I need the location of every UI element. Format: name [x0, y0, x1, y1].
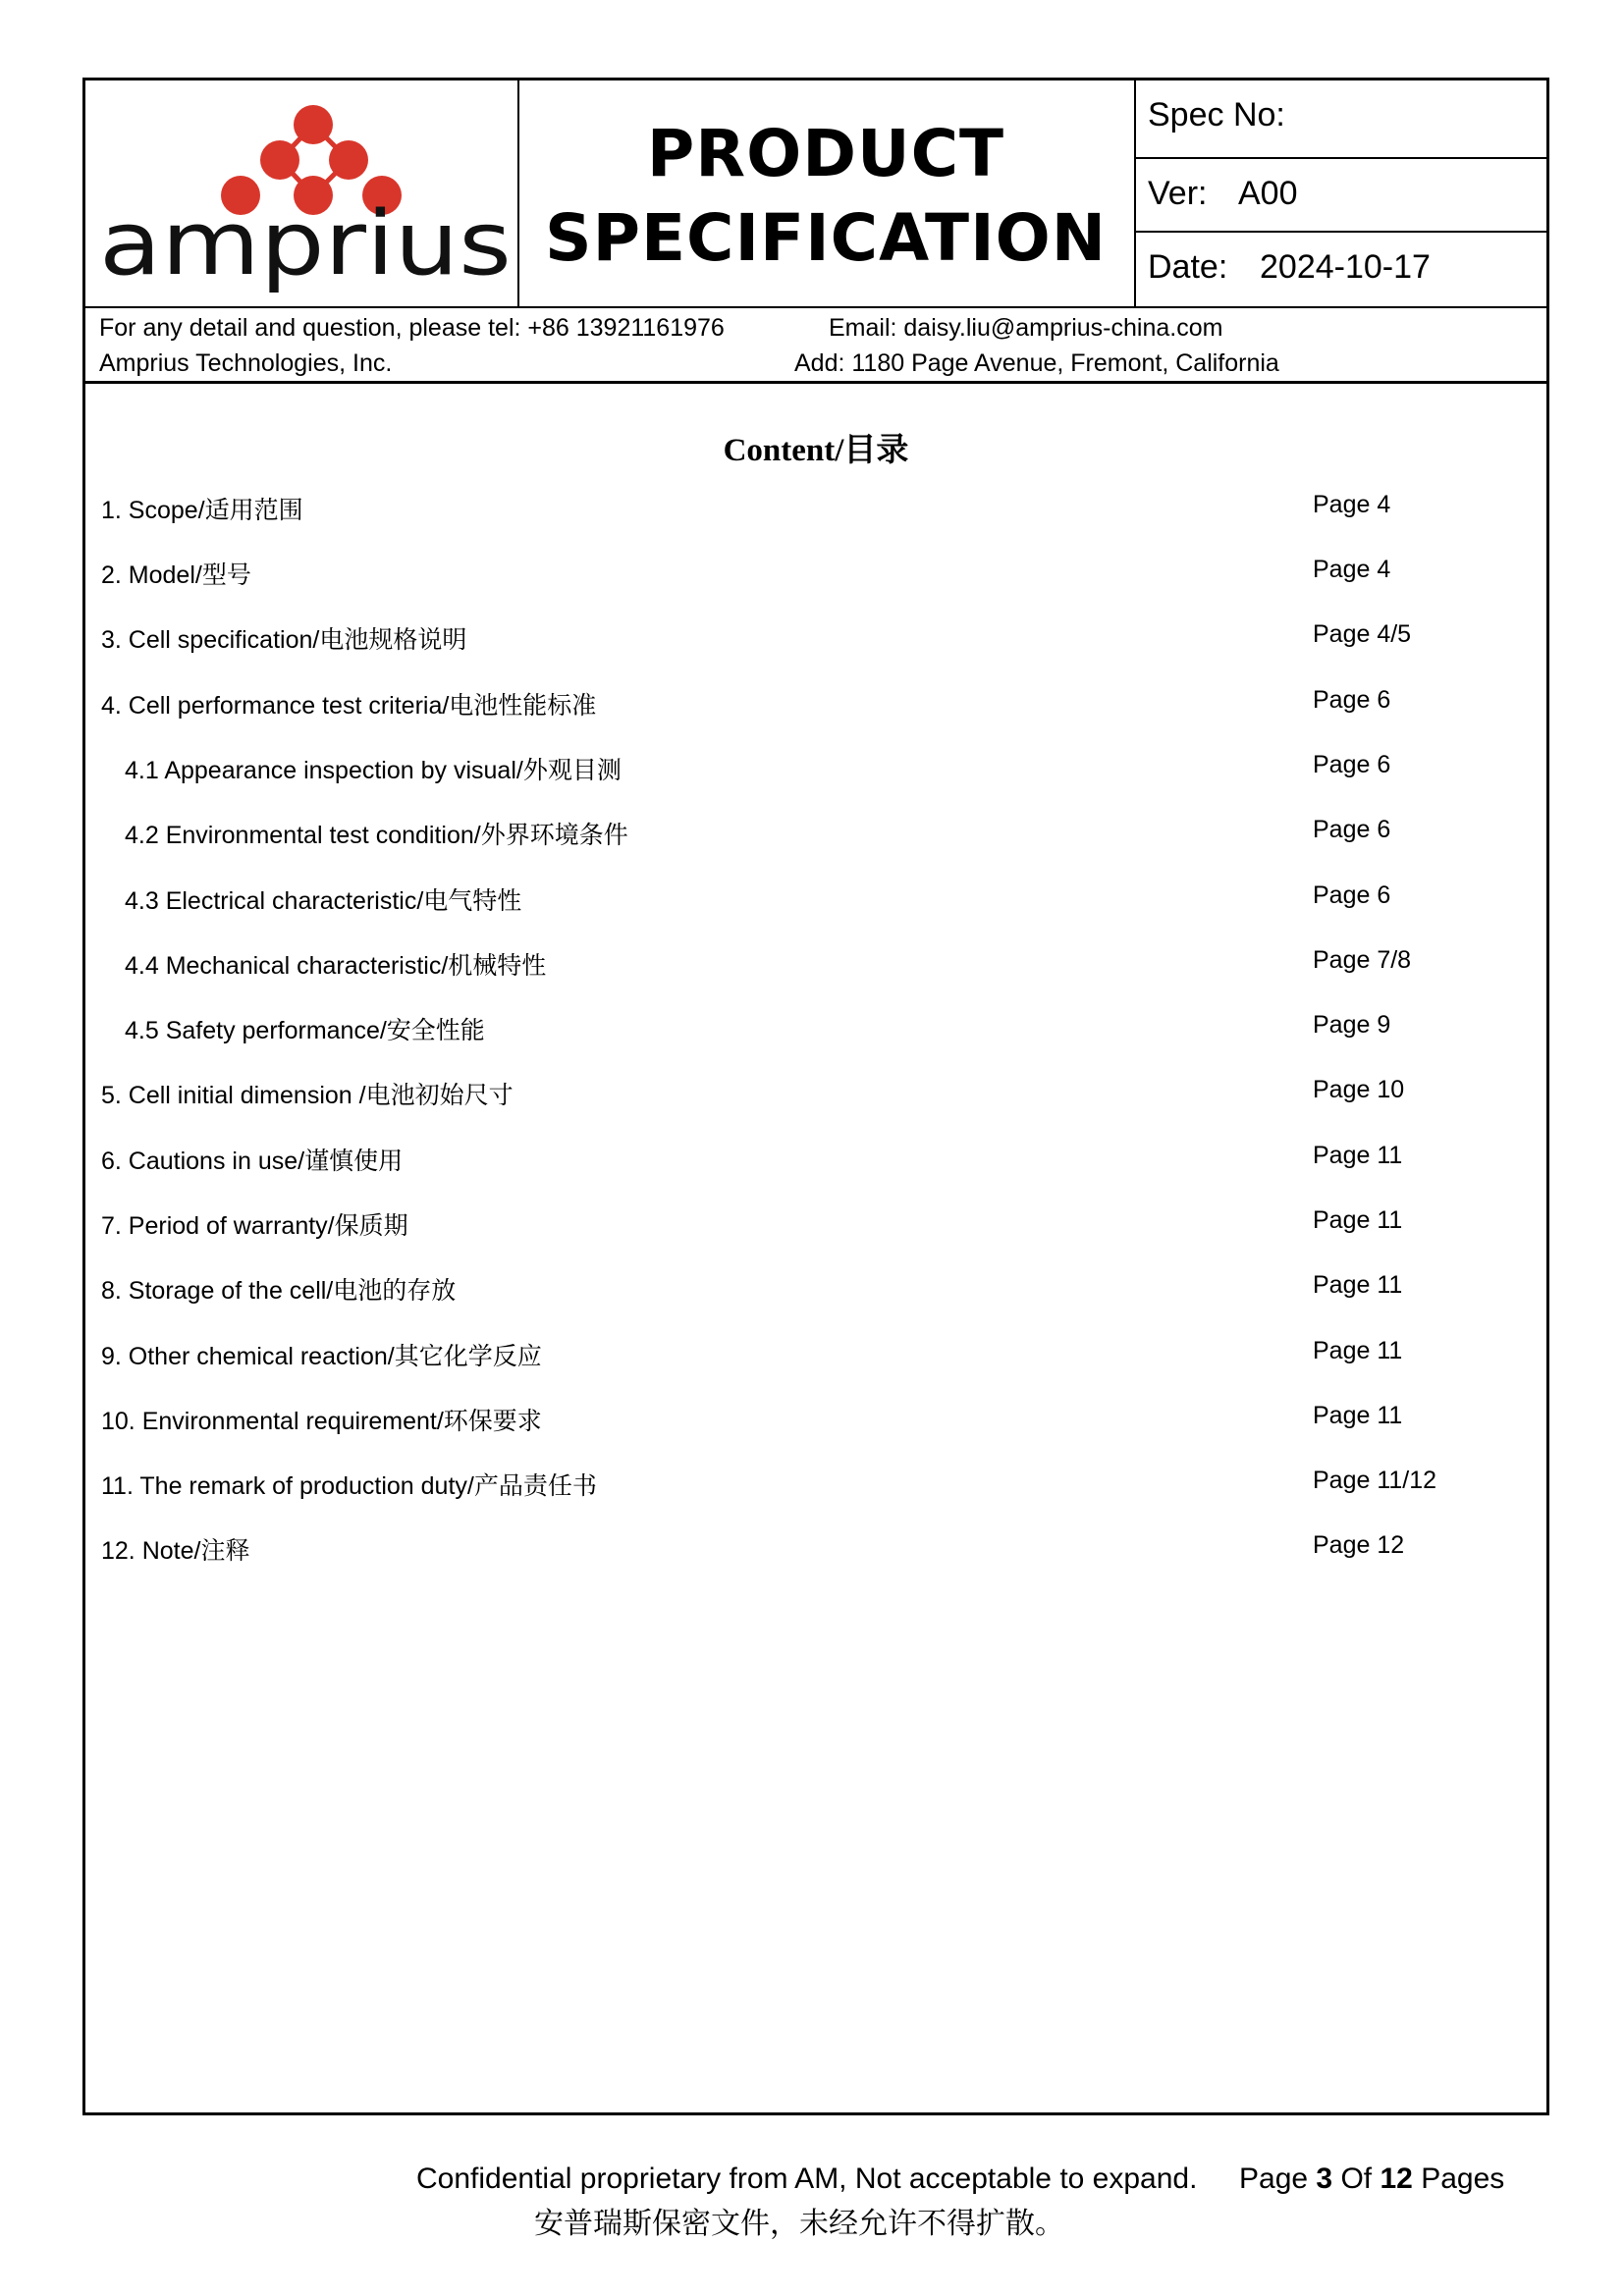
toc-item-label: 4.1 Appearance inspection by visual/外观目测 — [125, 757, 622, 784]
toc-item — [85, 1337, 1546, 1376]
contact-email: Email: daisy.liu@amprius-china.com — [829, 314, 1223, 342]
toc-item — [85, 1206, 1546, 1246]
meta-cell — [1134, 80, 1546, 306]
spec-no-row — [1134, 80, 1546, 159]
toc-item-page: Page 6 — [1313, 881, 1391, 909]
amprius-logo — [85, 80, 517, 306]
ver-value: A00 — [1238, 175, 1298, 212]
toc-item-page: Page 6 — [1313, 816, 1391, 843]
toc-title: Content/目录 — [723, 433, 909, 468]
date-label: Date: — [1148, 248, 1228, 286]
toc-item — [85, 686, 1546, 725]
toc-item-page: Page 11 — [1313, 1402, 1403, 1429]
contact-company: Amprius Technologies, Inc. — [99, 349, 393, 377]
footer-page-total: 12 — [1380, 2163, 1413, 2195]
footer-page-suffix: Pages — [1421, 2163, 1505, 2195]
spec-no-label: Spec No: — [1148, 96, 1285, 133]
toc-item-label: 10. Environmental requirement/环保要求 — [101, 1408, 542, 1435]
toc-item-page: Page 6 — [1313, 686, 1391, 714]
toc-item-label: 5. Cell initial dimension /电池初始尺寸 — [101, 1082, 514, 1109]
toc-item-label: 4.2 Environmental test condition/外界环境条件 — [125, 822, 628, 849]
ver-row — [1134, 159, 1546, 233]
toc-item-page: Page 10 — [1313, 1076, 1405, 1103]
contact-tel: For any detail and question, please tel: +86 13921161976 — [99, 314, 725, 342]
toc-item-label: 4. Cell performance test criteria/电池性能标准 — [101, 692, 597, 720]
footer-page-number — [1239, 2163, 1504, 2196]
toc-item — [85, 946, 1546, 986]
ver-label: Ver: — [1148, 175, 1208, 212]
contact-info — [85, 306, 1546, 384]
footer-page-of: Of — [1340, 2163, 1373, 2195]
title-cell — [517, 80, 1136, 306]
toc-item-page: Page 4 — [1313, 491, 1391, 518]
toc-item — [85, 1011, 1546, 1050]
toc-item-page: Page 6 — [1313, 751, 1391, 778]
toc-item-page: Page 11 — [1313, 1142, 1403, 1169]
toc-item — [85, 751, 1546, 790]
toc-item-page: Page 11/12 — [1313, 1467, 1437, 1494]
header — [85, 80, 1546, 308]
toc-item-label: 7. Period of warranty/保质期 — [101, 1212, 408, 1240]
footer-confidential-cn: 安普瑞斯保密文件，未经允许不得扩散。 — [534, 2207, 1064, 2241]
toc-item-page: Page 11 — [1313, 1206, 1403, 1234]
toc-item-label: 2. Model/型号 — [101, 561, 251, 589]
toc-item-label: 4.3 Electrical characteristic/电气特性 — [125, 887, 522, 915]
date-row — [1134, 233, 1546, 306]
toc-item-label: 1. Scope/适用范围 — [101, 497, 303, 524]
footer-page-current: 3 — [1316, 2163, 1333, 2195]
toc-item — [85, 1076, 1546, 1115]
toc-item — [85, 556, 1546, 595]
toc-item — [85, 1467, 1546, 1506]
toc-item-page: Page 7/8 — [1313, 946, 1412, 974]
toc-item-page: Page 11 — [1313, 1337, 1403, 1364]
toc-item-page: Page 11 — [1313, 1271, 1403, 1299]
toc-item-label: 6. Cautions in use/谨慎使用 — [101, 1148, 404, 1175]
toc-item-page: Page 4/5 — [1313, 620, 1412, 648]
logo-cell — [85, 80, 519, 306]
toc-item — [85, 620, 1546, 660]
toc-item — [85, 1402, 1546, 1441]
toc-item-label: 4.4 Mechanical characteristic/机械特性 — [125, 952, 547, 980]
date-value: 2024-10-17 — [1260, 248, 1431, 286]
toc-item — [85, 881, 1546, 921]
title-line-2: SPECIFICATION — [545, 200, 1107, 276]
toc-item — [85, 816, 1546, 855]
contact-address: Add: 1180 Page Avenue, Fremont, California — [794, 349, 1279, 377]
toc-item — [85, 491, 1546, 530]
toc-item-label: 9. Other chemical reaction/其它化学反应 — [101, 1343, 542, 1370]
toc-item-label: 8. Storage of the cell/电池的存放 — [101, 1277, 457, 1305]
document-frame — [82, 78, 1549, 2115]
toc-item-label: 11. The remark of production duty/产品责任书 — [101, 1472, 597, 1500]
toc-item-page: Page 4 — [1313, 556, 1391, 583]
toc-item — [85, 1271, 1546, 1310]
toc-item — [85, 1142, 1546, 1181]
footer-confidential-en: Confidential proprietary from AM, Not acceptable to expand. — [416, 2163, 1198, 2195]
toc-item-page: Page 9 — [1313, 1011, 1391, 1039]
footer-page-prefix: Page — [1239, 2163, 1309, 2195]
toc-item-page: Page 12 — [1313, 1531, 1405, 1559]
toc-item-label: 4.5 Safety performance/安全性能 — [125, 1017, 485, 1044]
toc-item-label: 3. Cell specification/电池规格说明 — [101, 626, 467, 654]
title-line-1: PRODUCT — [646, 116, 1005, 191]
logo-wordmark: amprius — [99, 192, 512, 295]
toc-item-label: 12. Note/注释 — [101, 1537, 250, 1565]
toc-item — [85, 1531, 1546, 1571]
